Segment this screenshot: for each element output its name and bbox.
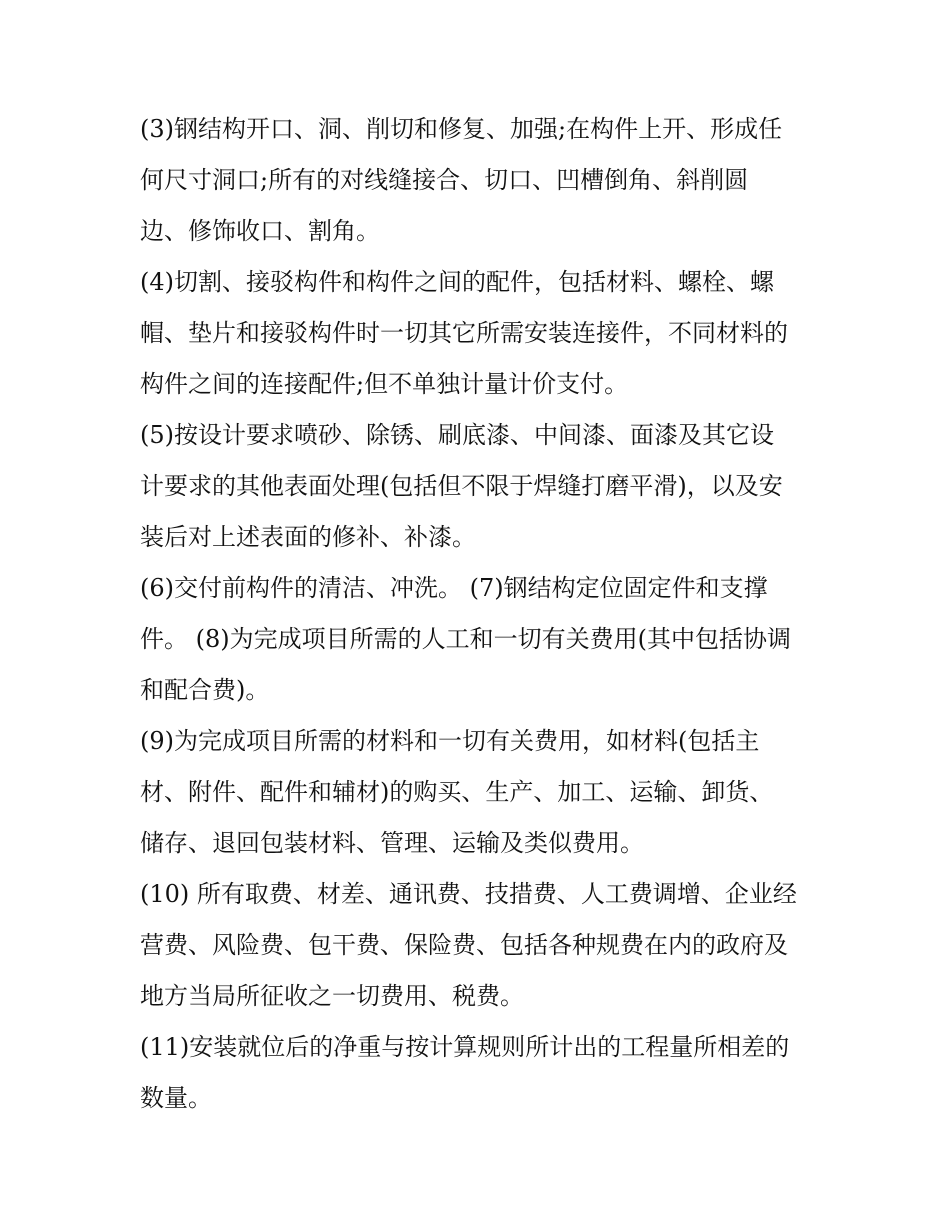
text-line: 材、附件、配件和辅材)的购买、生产、加工、运输、卸货、 <box>140 778 774 806</box>
text-line: 储存、退回包装材料、管理、运输及类似费用。 <box>140 829 644 857</box>
text-line: 装后对上述表面的修补、补漆。 <box>140 523 476 551</box>
text-line: (11)安装就位后的净重与按计算规则所计出的工程量所相差的 <box>140 1033 790 1061</box>
text-line: (5)按设计要求喷砂、除锈、刷底漆、中间漆、面漆及其它设 <box>140 421 774 449</box>
paragraph-item-3 <box>140 104 820 257</box>
document-body <box>140 104 820 1124</box>
text-line: 营费、风险费、包干费、保险费、包括各种规费在内的政府及 <box>140 931 788 959</box>
text-line: (6)交付前构件的清洁、冲洗。 (7)钢结构定位固定件和支撑 <box>140 574 768 602</box>
paragraph-item-6-8 <box>140 563 820 716</box>
paragraph-item-5 <box>140 410 820 563</box>
text-line: 件。 (8)为完成项目所需的人工和一切有关费用(其中包括协调 <box>140 625 791 653</box>
paragraph-item-4 <box>140 257 820 410</box>
text-line: 边、修饰收口、割角。 <box>140 217 380 245</box>
text-line: 何尺寸洞口;所有的对线缝接合、切口、凹槽倒角、斜削圆 <box>140 166 749 194</box>
paragraph-item-10 <box>140 869 820 1022</box>
text-line: (4)切割、接驳构件和构件之间的配件，包括材料、螺栓、螺 <box>140 268 774 296</box>
text-line: 数量。 <box>140 1084 212 1112</box>
text-line: (10) 所有取费、材差、通讯费、技措费、人工费调增、企业经 <box>140 880 797 908</box>
text-line: 构件之间的连接配件;但不单独计量计价支付。 <box>140 370 629 398</box>
text-line: 计要求的其他表面处理(包括但不限于焊缝打磨平滑)，以及安 <box>140 472 783 500</box>
text-line: 和配合费)。 <box>140 676 270 704</box>
text-line: 地方当局所征收之一切费用、税费。 <box>140 982 524 1010</box>
text-line: (3)钢结构开口、洞、削切和修复、加强;在构件上开、形成任 <box>140 115 783 143</box>
text-line: (9)为完成项目所需的材料和一切有关费用，如材料(包括主 <box>140 727 760 755</box>
text-line: 帽、垫片和接驳构件时一切其它所需安装连接件，不同材料的 <box>140 319 788 347</box>
paragraph-item-11 <box>140 1022 820 1124</box>
paragraph-item-9 <box>140 716 820 869</box>
